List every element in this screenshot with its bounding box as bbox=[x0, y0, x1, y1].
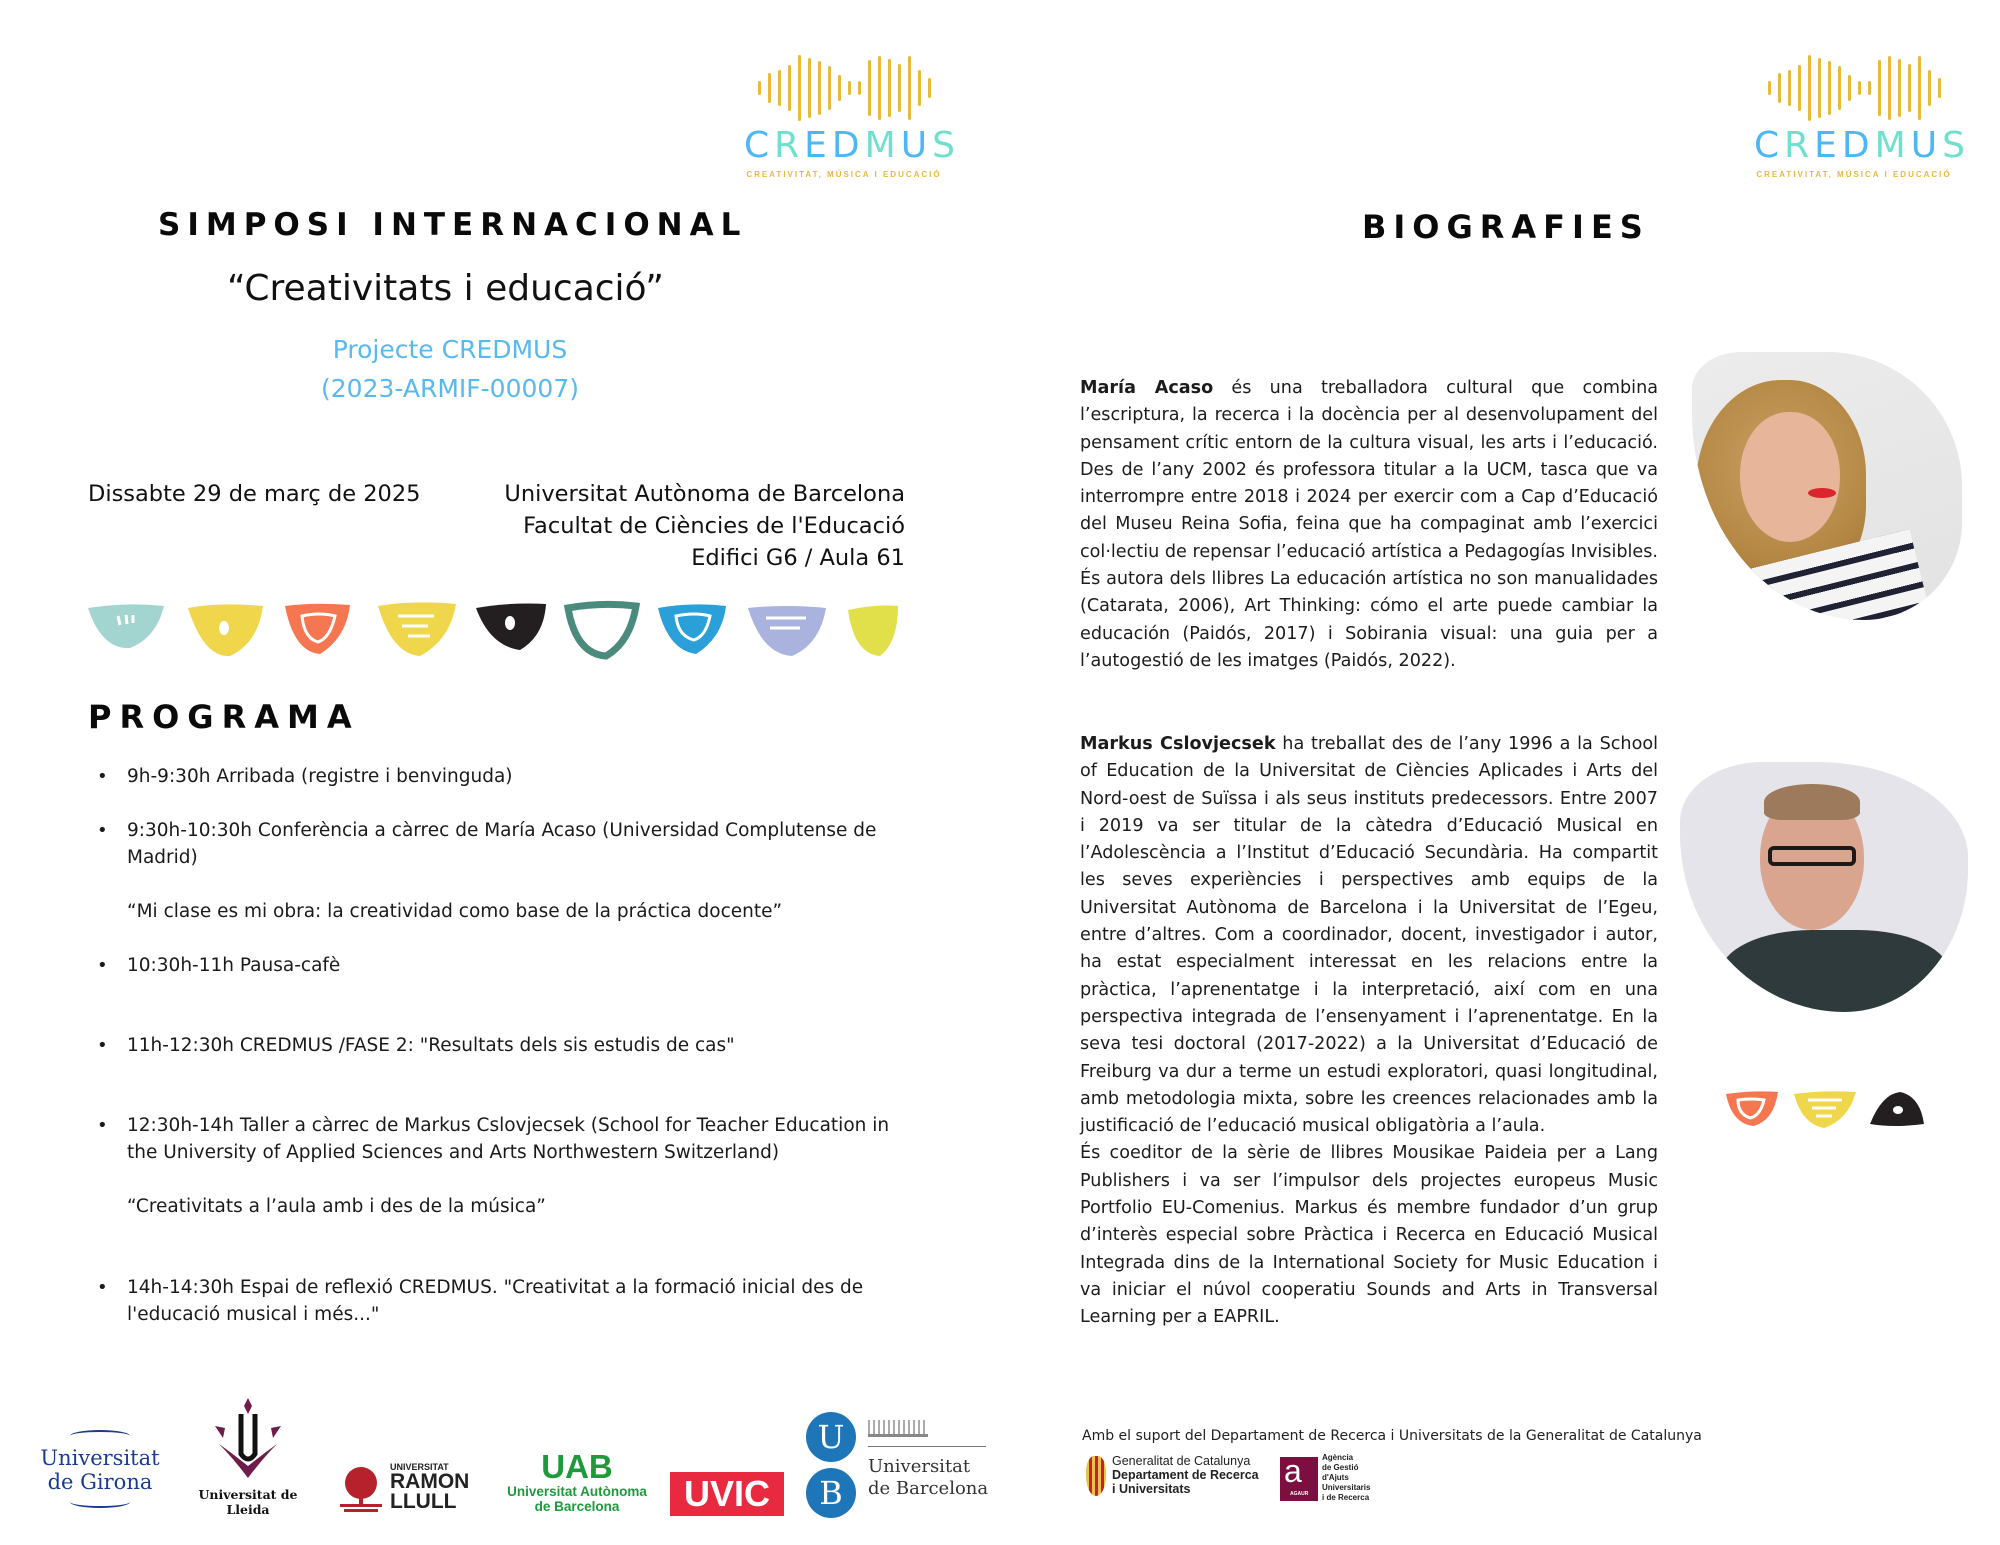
venue-university: Universitat Autònoma de Barcelona bbox=[504, 481, 905, 507]
ub-building-icon bbox=[868, 1420, 928, 1437]
glasses-shape bbox=[1768, 846, 1856, 866]
project-name bbox=[300, 330, 600, 408]
logo-letter: M bbox=[864, 125, 901, 166]
logo-letter: D bbox=[1841, 125, 1875, 166]
bio-text: ha treballat des de l’any 1996 a la School of Education de la Universitat de Ciències Aplicades i Arts del Nord-oest de Suïssa i als seus instituts predecessors. Entre 2007 i 2019 va ser titular de la càtedra d’Educació Musical en l’Adolescència a l’Institut d’Educació Secundària. Ha compartit les seves experiències i perspectives amb equips de la Universitat Autònoma de Barcelona i la Universitat de l’Egeu, entre d’altres. Com a coordinador, docent, investigador i autor, ha estat especialment interessat en les relacions entre la pràctica, l’aprenentatge i la interpretació, així com en una perspectiva integrada de l’ensenyament i l’aprenentatge. En la seva tesi doctoral (2017-2022) a la Universitat d’Educació de Freiburg va dur a terme un estudi exploratori, quasi longitudinal, amb metodologia mixta, sobre les creences relacionades amb la justificació de l’educació musical obligatòria a l’aula. bbox=[1080, 734, 1658, 1137]
tree-icon bbox=[338, 1466, 384, 1516]
symposium-heading: SIMPOSI INTERNACIONAL bbox=[158, 207, 748, 243]
bullet-icon: • bbox=[97, 1115, 108, 1136]
logo-letter: C bbox=[1754, 125, 1785, 166]
decorative-shapes-row bbox=[80, 598, 910, 666]
decor-shape-lavender bbox=[748, 606, 826, 656]
logo-text: i de Recerca bbox=[1322, 1493, 1370, 1502]
program-item-quote: “Creativitats a l’aula amb i des de la música” bbox=[127, 1196, 546, 1217]
decor-shape-yellow bbox=[188, 604, 263, 656]
bullet-icon: • bbox=[97, 820, 108, 841]
biografies-heading: BIOGRAFIES bbox=[1362, 208, 1650, 246]
logo-text: Departament de Recerca bbox=[1112, 1468, 1259, 1482]
credmus-logo-left bbox=[744, 52, 960, 179]
bio-name: Markus Cslovjecsek bbox=[1080, 734, 1276, 754]
decorative-shapes-small bbox=[1724, 1090, 1944, 1140]
program-item-text: 9:30h-10:30h Conferència a càrrec de María Acaso (Universidad Complutense de Madrid) bbox=[127, 820, 877, 868]
shirt-shape bbox=[1720, 930, 1950, 1012]
logo-letter: U bbox=[1910, 125, 1943, 166]
credmus-tagline: CREATIVITAT, MÚSICA I EDUCACIÓ bbox=[746, 170, 942, 179]
bullet-icon: • bbox=[97, 955, 108, 976]
program-item bbox=[97, 763, 917, 790]
logo-text: de Gestió bbox=[1322, 1463, 1359, 1472]
decor-shape-lime bbox=[848, 606, 898, 657]
venue-room: Edifici G6 / Aula 61 bbox=[691, 545, 905, 571]
decor-shape-green-outline bbox=[568, 604, 636, 656]
decor-shape-orange bbox=[1726, 1091, 1778, 1126]
logo-text: Universitat Autònoma bbox=[507, 1484, 647, 1499]
logo-ramon-llull bbox=[338, 1462, 478, 1522]
ub-circle-u bbox=[806, 1412, 856, 1462]
logo-text: UVIC bbox=[683, 1473, 770, 1514]
bio-name: María Acaso bbox=[1080, 378, 1214, 398]
logo-text: Universitat bbox=[40, 1446, 160, 1470]
logo-text: de Barcelona bbox=[534, 1499, 620, 1514]
program-item-text: 9h-9:30h Arribada (registre i benvinguda) bbox=[127, 766, 513, 787]
program-item-quote: “Mi clase es mi obra: la creatividad como base de la práctica docente” bbox=[127, 901, 783, 922]
logo-text: LLULL bbox=[390, 1490, 457, 1513]
ub-divider bbox=[868, 1446, 986, 1447]
logo-letter: D bbox=[831, 125, 865, 166]
bio-text-continued: És coeditor de la sèrie de llibres Mousikae Paideia per a Lang Publishers i va ser l’impulsor dels projectes europeus Music Portfolio EU-Comenius. Markus és membre fundador d’un grup d’interès especial sobre Pràctica i Recerca en Educació Musical Integrada dins de la International Society for Music Education i va iniciar el núvol cooperatiu Sounds and Arts in Transversal Learning per a EAPRIL. bbox=[1080, 1143, 1658, 1328]
agaur-square bbox=[1280, 1453, 1318, 1501]
decor-shape-yellow-stripes bbox=[378, 602, 456, 656]
logo-uab bbox=[492, 1450, 662, 1514]
decor-shape-black bbox=[476, 604, 546, 651]
logo-letter: R bbox=[774, 125, 805, 166]
logo-generalitat bbox=[1086, 1454, 1276, 1504]
logo-letter: E bbox=[1814, 125, 1842, 166]
credmus-wordmark bbox=[744, 125, 960, 166]
ub-circle-b bbox=[806, 1468, 856, 1518]
brace-top-icon bbox=[70, 1430, 130, 1442]
senyera-icon bbox=[1086, 1456, 1106, 1496]
decor-shape-blue bbox=[658, 604, 726, 654]
soundwave-icon bbox=[1754, 52, 1954, 124]
logo-text: i Universitats bbox=[1112, 1482, 1191, 1496]
symposium-subtitle: “Creativitats i educació” bbox=[227, 268, 664, 309]
bullet-icon: • bbox=[97, 766, 108, 787]
program-item bbox=[97, 1112, 917, 1220]
logo-letter: C bbox=[744, 125, 775, 166]
logo-letter: R bbox=[1784, 125, 1815, 166]
decor-shape-yellow-stripes bbox=[1794, 1091, 1856, 1128]
soundwave-icon bbox=[744, 52, 944, 124]
lips-shape bbox=[1808, 488, 1836, 498]
logo-letter: U bbox=[900, 125, 933, 166]
logo-text: de Girona bbox=[47, 1470, 153, 1494]
program-item bbox=[97, 1032, 917, 1059]
logo-text: AGAUR bbox=[1290, 1491, 1309, 1497]
logo-text: RAMON bbox=[390, 1470, 470, 1493]
logo-agaur bbox=[1280, 1453, 1400, 1513]
program-item-text: 11h-12:30h CREDMUS /FASE 2: "Resultats dels sis estudis de cas" bbox=[127, 1035, 735, 1056]
logo-text: B bbox=[819, 1474, 843, 1512]
hair-shape bbox=[1764, 784, 1860, 820]
logo-text: U bbox=[817, 1418, 845, 1456]
support-text: Amb el suport del Departament de Recerca i Universitats de la Generalitat de Catalunya bbox=[1082, 1428, 1702, 1444]
program-item bbox=[97, 817, 917, 925]
logo-girona bbox=[40, 1430, 160, 1508]
logo-text: Universitat de Lleida bbox=[198, 1487, 298, 1517]
programa-heading: PROGRAMA bbox=[88, 698, 360, 736]
face-shape bbox=[1740, 412, 1840, 542]
decor-shape-teal bbox=[88, 604, 164, 648]
photo-markus-cslovjecsek bbox=[1680, 762, 1968, 1012]
venue-faculty: Facultat de Ciències de l'Educació bbox=[523, 513, 905, 539]
logo-text: d'Ajuts bbox=[1322, 1473, 1349, 1482]
logo-letter: S bbox=[932, 125, 960, 166]
logo-text: a bbox=[1284, 1453, 1302, 1489]
logo-text: UAB bbox=[541, 1448, 613, 1485]
logo-text: UNIVERSITAT bbox=[390, 1462, 449, 1472]
logo-ub bbox=[804, 1412, 1004, 1522]
logo-text: Universitaris bbox=[1322, 1483, 1371, 1492]
program-item-text: 12:30h-14h Taller a càrrec de Markus Cslovjecsek (School for Teacher Education in the University of Applied Sciences and Arts Northwestern Switzerland) bbox=[127, 1115, 890, 1163]
logo-uvic bbox=[670, 1472, 784, 1516]
bio-maria-acaso bbox=[1080, 375, 1658, 675]
decor-shape-black bbox=[1870, 1092, 1924, 1126]
bullet-icon: • bbox=[97, 1035, 108, 1056]
logo-text: Generalitat de Catalunya bbox=[1112, 1454, 1251, 1468]
bullet-icon: • bbox=[97, 1277, 108, 1298]
bio-markus-cslovjecsek bbox=[1080, 731, 1658, 1332]
bio-text: és una treballadora cultural que combina l’escriptura, la recerca i la docència per al desenvolupament del pensament crític entorn de la cultura visual, les arts i l’educació. Des de l’any 2002 és professora titular a la UCM, tasca que va interrompre entre 2018 i 2024 per exercir com a Cap d’Educació del Museu Reina Sofia, feina que ha compaginat amb l’exercici col·lectiu de repensar l’educació artística a Pedagogías Invisibles. És autora dels llibres La educación artística no son manualidades (Catarata, 2006), Art Thinking: cómo el arte puede cambiar la educación (Paidós, 2017) i Sobirania visual: una guia per a l’autogestió de les imatges (Paidós, 2022). bbox=[1080, 378, 1659, 671]
event-venue bbox=[440, 478, 905, 574]
decor-shape-orange bbox=[285, 604, 350, 654]
brace-bottom-icon bbox=[70, 1496, 130, 1508]
credmus-logo-right bbox=[1754, 52, 1970, 179]
logo-text: de Barcelona bbox=[868, 1478, 989, 1499]
event-date: Dissabte 29 de març de 2025 bbox=[88, 481, 421, 507]
logo-text: Universitat bbox=[868, 1456, 971, 1477]
lleida-emblem-icon bbox=[193, 1396, 303, 1486]
logo-letter: E bbox=[804, 125, 832, 166]
program-item bbox=[97, 1274, 917, 1328]
program-item-text: 14h-14:30h Espai de reflexió CREDMUS. "Creativitat a la formació inicial des de l'educació musical i més..." bbox=[127, 1277, 864, 1325]
photo-maria-acaso bbox=[1692, 352, 1962, 620]
logo-text: Agència bbox=[1322, 1453, 1354, 1462]
program-item-text: 10:30h-11h Pausa-cafè bbox=[127, 955, 341, 976]
logo-letter: S bbox=[1942, 125, 1970, 166]
project-line: Projecte CREDMUS bbox=[332, 335, 568, 364]
credmus-wordmark bbox=[1754, 125, 1970, 166]
logo-lleida bbox=[178, 1396, 318, 1517]
project-code: (2023-ARMIF-00007) bbox=[321, 374, 579, 403]
logo-letter: M bbox=[1874, 125, 1911, 166]
program-item bbox=[97, 952, 917, 979]
credmus-tagline: CREATIVITAT, MÚSICA I EDUCACIÓ bbox=[1756, 170, 1952, 179]
